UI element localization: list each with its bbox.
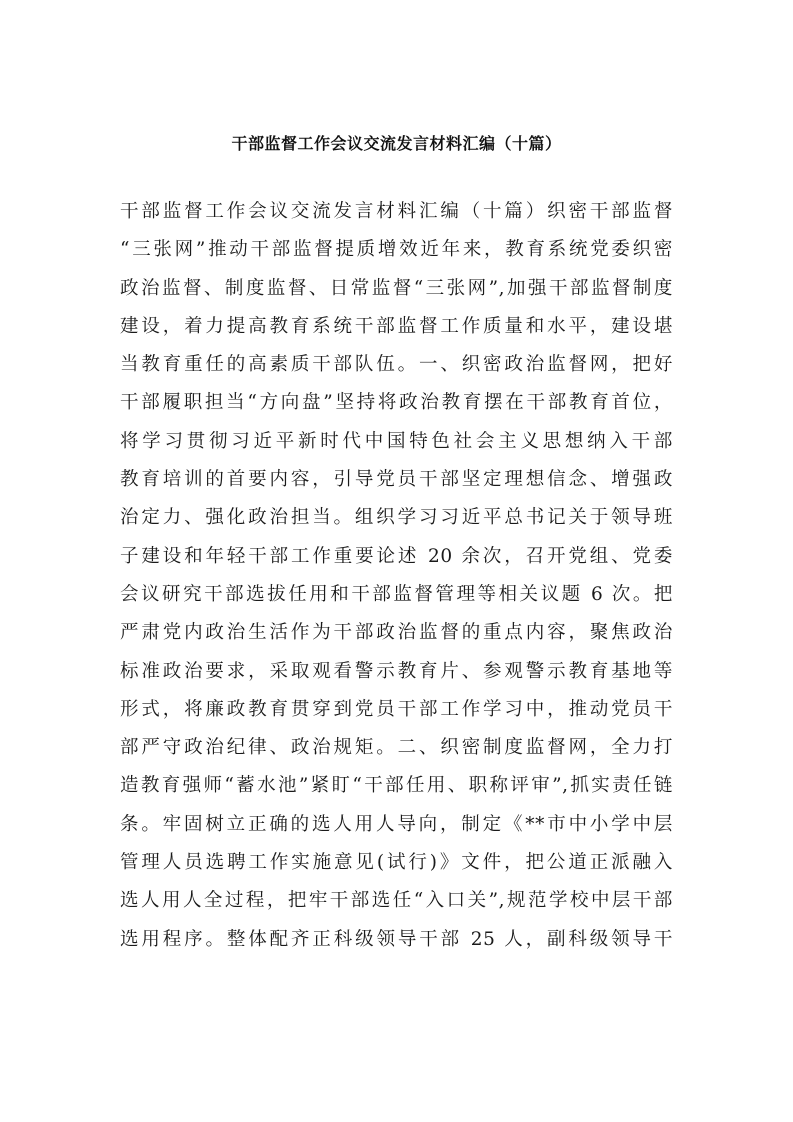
body-line: 干部履职担当“方向盘”坚持将政治教育摆在干部教育首位， <box>120 392 673 414</box>
body-line: 形式，将廉政教育贯穿到党员干部工作学习中，推动党员干 <box>120 698 673 720</box>
body-line: 造教育强师“蓄水池”紧盯“干部任用、职称评审”,抓实责任链 <box>120 775 673 797</box>
document-title: 干部监督工作会议交流发言材料汇编（十篇） <box>231 134 562 153</box>
body-line: 治定力、强化政治担当。组织学习习近平总书记关于领导班 <box>120 507 673 529</box>
document-body <box>120 193 673 959</box>
body-line: 管理人员选聘工作实施意见(试行)》文件，把公道正派融入 <box>120 852 673 874</box>
body-line: 教育培训的首要内容，引导党员干部坚定理想信念、增强政 <box>120 469 673 491</box>
body-line: 标准政治要求，采取观看警示教育片、参观警示教育基地等 <box>120 660 673 682</box>
body-line: 将学习贯彻习近平新时代中国特色社会主义思想纳入干部 <box>120 430 673 452</box>
body-line: 子建设和年轻干部工作重要论述 20 余次，召开党组、党委 <box>120 545 673 567</box>
body-line: 选用程序。整体配齐正科级领导干部 25 人，副科级领导干 <box>120 928 673 950</box>
body-line: 会议研究干部选拔任用和干部监督管理等相关议题 6 次。把 <box>120 583 673 605</box>
body-line: 严肃党内政治生活作为干部政治监督的重点内容，聚焦政治 <box>120 622 673 644</box>
body-line: 部严守政治纪律、政治规矩。二、织密制度监督网，全力打 <box>120 737 673 759</box>
body-line: 条。牢固树立正确的选人用人导向，制定《**市中小学中层 <box>120 813 673 835</box>
body-line: 建设，着力提高教育系统干部监督工作质量和水平，建设堪 <box>120 315 673 337</box>
body-line: 政治监督、制度监督、日常监督“三张网”,加强干部监督制度 <box>120 277 673 299</box>
body-line: 选人用人全过程，把牢干部选任“入口关”,规范学校中层干部 <box>120 890 673 912</box>
body-line: 当教育重任的高素质干部队伍。一、织密政治监督网，把好 <box>120 354 673 376</box>
body-line: 干部监督工作会议交流发言材料汇编（十篇）织密干部监督 <box>120 201 673 222</box>
body-line: “三张网”推动干部监督提质增效近年来，教育系统党委织密 <box>120 239 673 261</box>
